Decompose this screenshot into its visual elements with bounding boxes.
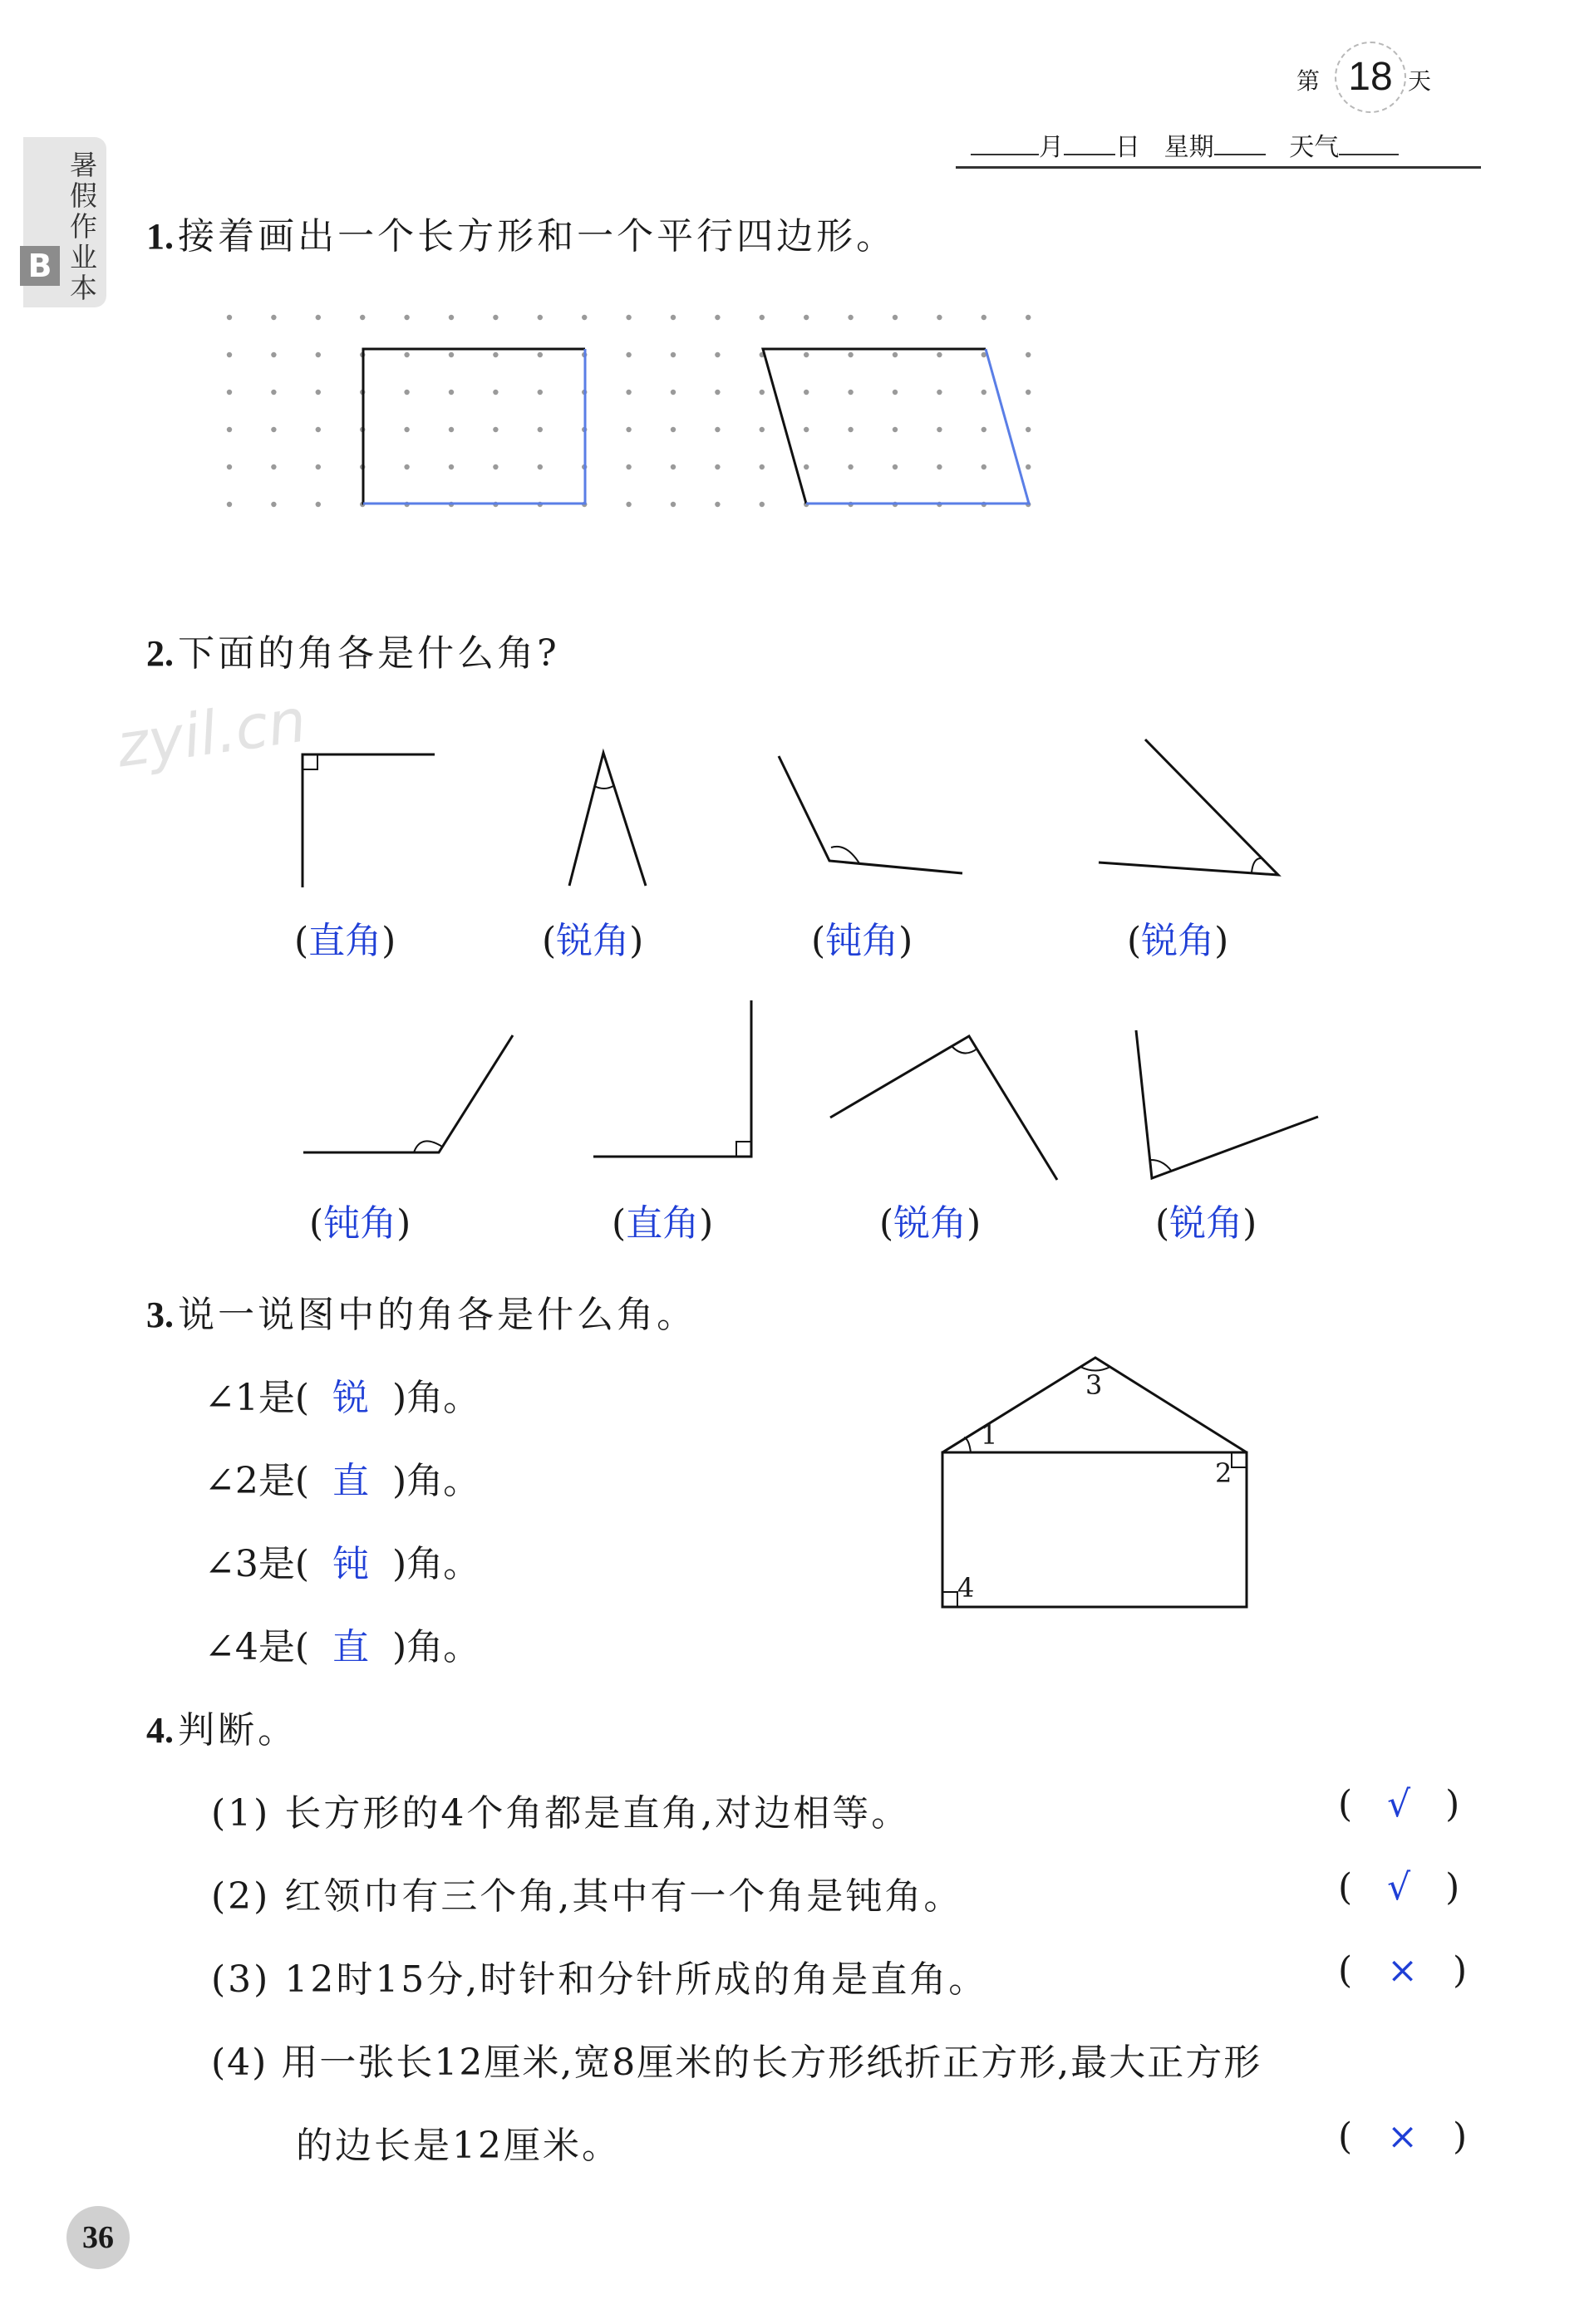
q3-item-2: ∠2是( 直 )角。 — [204, 1460, 480, 1502]
q2-angle-7 — [830, 1036, 1057, 1180]
dot-grid — [227, 315, 1031, 507]
grid-dot — [848, 427, 853, 432]
q4-heading — [146, 1700, 298, 1753]
grid-dot — [1026, 427, 1031, 432]
grid-dot — [360, 315, 365, 320]
grid-dot — [671, 315, 676, 320]
grid-dot — [981, 427, 986, 432]
grid-dot — [227, 427, 232, 432]
grid-dot — [715, 390, 720, 395]
q3-figure-label-4: 4 — [957, 1572, 975, 1604]
grid-dot — [715, 502, 720, 507]
grid-dot — [626, 427, 631, 432]
grid-dot — [760, 390, 765, 395]
grid-dot — [227, 464, 232, 469]
grid-dot — [671, 352, 676, 357]
grid-dot — [715, 427, 720, 432]
q3-heading — [146, 1285, 696, 1338]
grid-dot — [493, 315, 498, 320]
grid-dot — [404, 427, 409, 432]
grid-dot — [715, 315, 720, 320]
grid-dot — [538, 427, 543, 432]
grid-dot — [981, 315, 986, 320]
q2-angle-8 — [1136, 1030, 1318, 1178]
month-label: 月 — [1039, 133, 1064, 162]
grid-dot — [271, 502, 276, 507]
grid-dot — [538, 390, 543, 395]
q2-number: 2. — [146, 633, 174, 674]
grid-dot — [848, 464, 853, 469]
grid-dot — [538, 464, 543, 469]
grid-dot — [804, 464, 809, 469]
grid-dot — [981, 390, 986, 395]
grid-dot — [671, 502, 676, 507]
q2-angle-2 — [569, 753, 646, 886]
grid-dot — [404, 390, 409, 395]
grid-dot — [271, 352, 276, 357]
q1-rectangle — [363, 349, 585, 504]
day-number: 18 — [1335, 42, 1406, 113]
grid-dot — [804, 427, 809, 432]
grid-dot — [937, 464, 942, 469]
grid-dot — [271, 464, 276, 469]
grid-dot — [760, 427, 765, 432]
grid-dot — [893, 390, 898, 395]
page-number: 36 — [66, 2206, 130, 2269]
grid-dot — [227, 315, 232, 320]
q2-answer-6: (直角) — [612, 1202, 714, 1245]
grid-dot — [848, 390, 853, 395]
q3-answer-4: 直 — [332, 1626, 370, 1668]
q2-answer-7: (锐角) — [879, 1202, 981, 1245]
day-prefix: 第 — [1296, 67, 1321, 95]
grid-dot — [626, 502, 631, 507]
q4-item-3: (3) 12时15分,时针和分针所成的角是直角。 — [211, 1958, 988, 2001]
q2-answer-3: (钝角) — [811, 920, 913, 962]
grid-dot — [449, 352, 454, 357]
q2-answer-2: (锐角) — [542, 920, 644, 962]
grid-dot — [671, 390, 676, 395]
q3-figure-label-1: 1 — [981, 1419, 998, 1451]
grid-dot — [316, 315, 321, 320]
q4-answer-3: ( × ) — [1338, 1949, 1468, 1992]
grid-dot — [937, 427, 942, 432]
grid-dot — [626, 464, 631, 469]
grid-dot — [1026, 315, 1031, 320]
grid-dot — [493, 464, 498, 469]
q3-figure-label-3: 3 — [1085, 1369, 1103, 1401]
grid-dot — [449, 390, 454, 395]
q2-angle-1 — [303, 754, 435, 887]
grid-dot — [848, 315, 853, 320]
grid-dot — [1026, 352, 1031, 357]
q3-answer-2: 直 — [332, 1460, 370, 1502]
grid-dot — [316, 502, 321, 507]
grid-dot — [760, 315, 765, 320]
q1-parallelogram — [763, 349, 1029, 504]
q3-item-3: ∠3是( 钝 )角。 — [204, 1543, 480, 1585]
q2-angle-5 — [303, 1035, 513, 1152]
grid-dot — [626, 315, 631, 320]
grid-dot — [671, 427, 676, 432]
q3-answer-3: 钝 — [332, 1543, 370, 1585]
q3-answer-1: 锐 — [332, 1377, 370, 1419]
grid-dot — [404, 315, 409, 320]
q2-angle-4 — [1099, 739, 1278, 875]
grid-dot — [316, 352, 321, 357]
grid-dot — [1026, 390, 1031, 395]
grid-dot — [493, 352, 498, 357]
grid-dot — [271, 427, 276, 432]
grid-dot — [538, 315, 543, 320]
grid-dot — [804, 390, 809, 395]
grid-dot — [316, 390, 321, 395]
grid-dot — [937, 315, 942, 320]
grid-dot — [493, 427, 498, 432]
grid-dot — [893, 464, 898, 469]
q1-number: 1. — [146, 216, 174, 257]
q4-item-4-cont: 的边长是12厘米。 — [296, 2125, 621, 2167]
q2-answer-5: (钝角) — [309, 1202, 411, 1245]
grid-dot — [316, 464, 321, 469]
grid-dot — [893, 315, 898, 320]
grid-dot — [760, 502, 765, 507]
side-tab-badge: B — [20, 246, 60, 286]
grid-dot — [227, 352, 232, 357]
grid-dot — [626, 390, 631, 395]
side-tab-title: 暑假作业本 — [70, 149, 97, 304]
q2-text: 下面的角各是什么角? — [178, 632, 560, 675]
q3-number: 3. — [146, 1295, 174, 1335]
q4-answer-1: ( √ ) — [1338, 1783, 1460, 1825]
q3-text: 说一说图中的角各是什么角。 — [178, 1294, 697, 1336]
grid-dot — [937, 390, 942, 395]
q4-item-2: (2) 红领巾有三个角,其中有一个角是钝角。 — [211, 1875, 963, 1918]
grid-dot — [449, 315, 454, 320]
grid-dot — [848, 352, 853, 357]
grid-dot — [671, 464, 676, 469]
grid-dot — [404, 464, 409, 469]
q2-angle-3 — [779, 756, 962, 873]
q2-answer-4: (锐角) — [1127, 920, 1229, 962]
q4-text: 判断。 — [178, 1709, 298, 1752]
day-suffix: 天 — [1408, 67, 1432, 95]
q2-answer-8: (锐角) — [1155, 1202, 1257, 1245]
grid-dot — [271, 390, 276, 395]
grid-dot — [271, 315, 276, 320]
grid-dot — [316, 427, 321, 432]
q4-answer-4: ( × ) — [1338, 2115, 1468, 2158]
q3-figure-label-2: 2 — [1215, 1457, 1232, 1489]
grid-dot — [404, 352, 409, 357]
grid-dot — [981, 464, 986, 469]
grid-dot — [893, 352, 898, 357]
grid-dot — [715, 352, 720, 357]
grid-dot — [449, 464, 454, 469]
q4-answer-2: ( √ ) — [1338, 1866, 1460, 1909]
grid-dot — [760, 464, 765, 469]
grid-dot — [538, 352, 543, 357]
grid-dot — [937, 352, 942, 357]
day-label: 日 — [1115, 133, 1140, 162]
q1-text: 接着画出一个长方形和一个平行四边形。 — [178, 215, 897, 258]
q4-item-4: (4) 用一张长12厘米,宽8厘米的长方形纸折正方形,最大正方形 — [211, 2041, 1262, 2084]
q4-number: 4. — [146, 1710, 174, 1751]
grid-dot — [804, 315, 809, 320]
q2-angle-6 — [593, 1000, 751, 1157]
q3-item-1: ∠1是( 锐 )角。 — [204, 1377, 480, 1419]
watermark: zyil.cn — [112, 685, 311, 781]
grid-dot — [893, 427, 898, 432]
grid-dot — [626, 352, 631, 357]
grid-dot — [582, 315, 587, 320]
q4-item-1: (1) 长方形的4个角都是直角,对边相等。 — [211, 1792, 911, 1835]
grid-dot — [227, 390, 232, 395]
weekday-label: 星期 — [1164, 133, 1214, 162]
q2-answer-1: (直角) — [294, 920, 396, 962]
q3-item-4: ∠4是( 直 )角。 — [204, 1626, 480, 1668]
grid-dot — [1026, 464, 1031, 469]
grid-dot — [804, 352, 809, 357]
weather-label: 天气 — [1289, 133, 1340, 162]
grid-dot — [493, 390, 498, 395]
grid-dot — [715, 464, 720, 469]
grid-dot — [449, 427, 454, 432]
grid-dot — [227, 502, 232, 507]
